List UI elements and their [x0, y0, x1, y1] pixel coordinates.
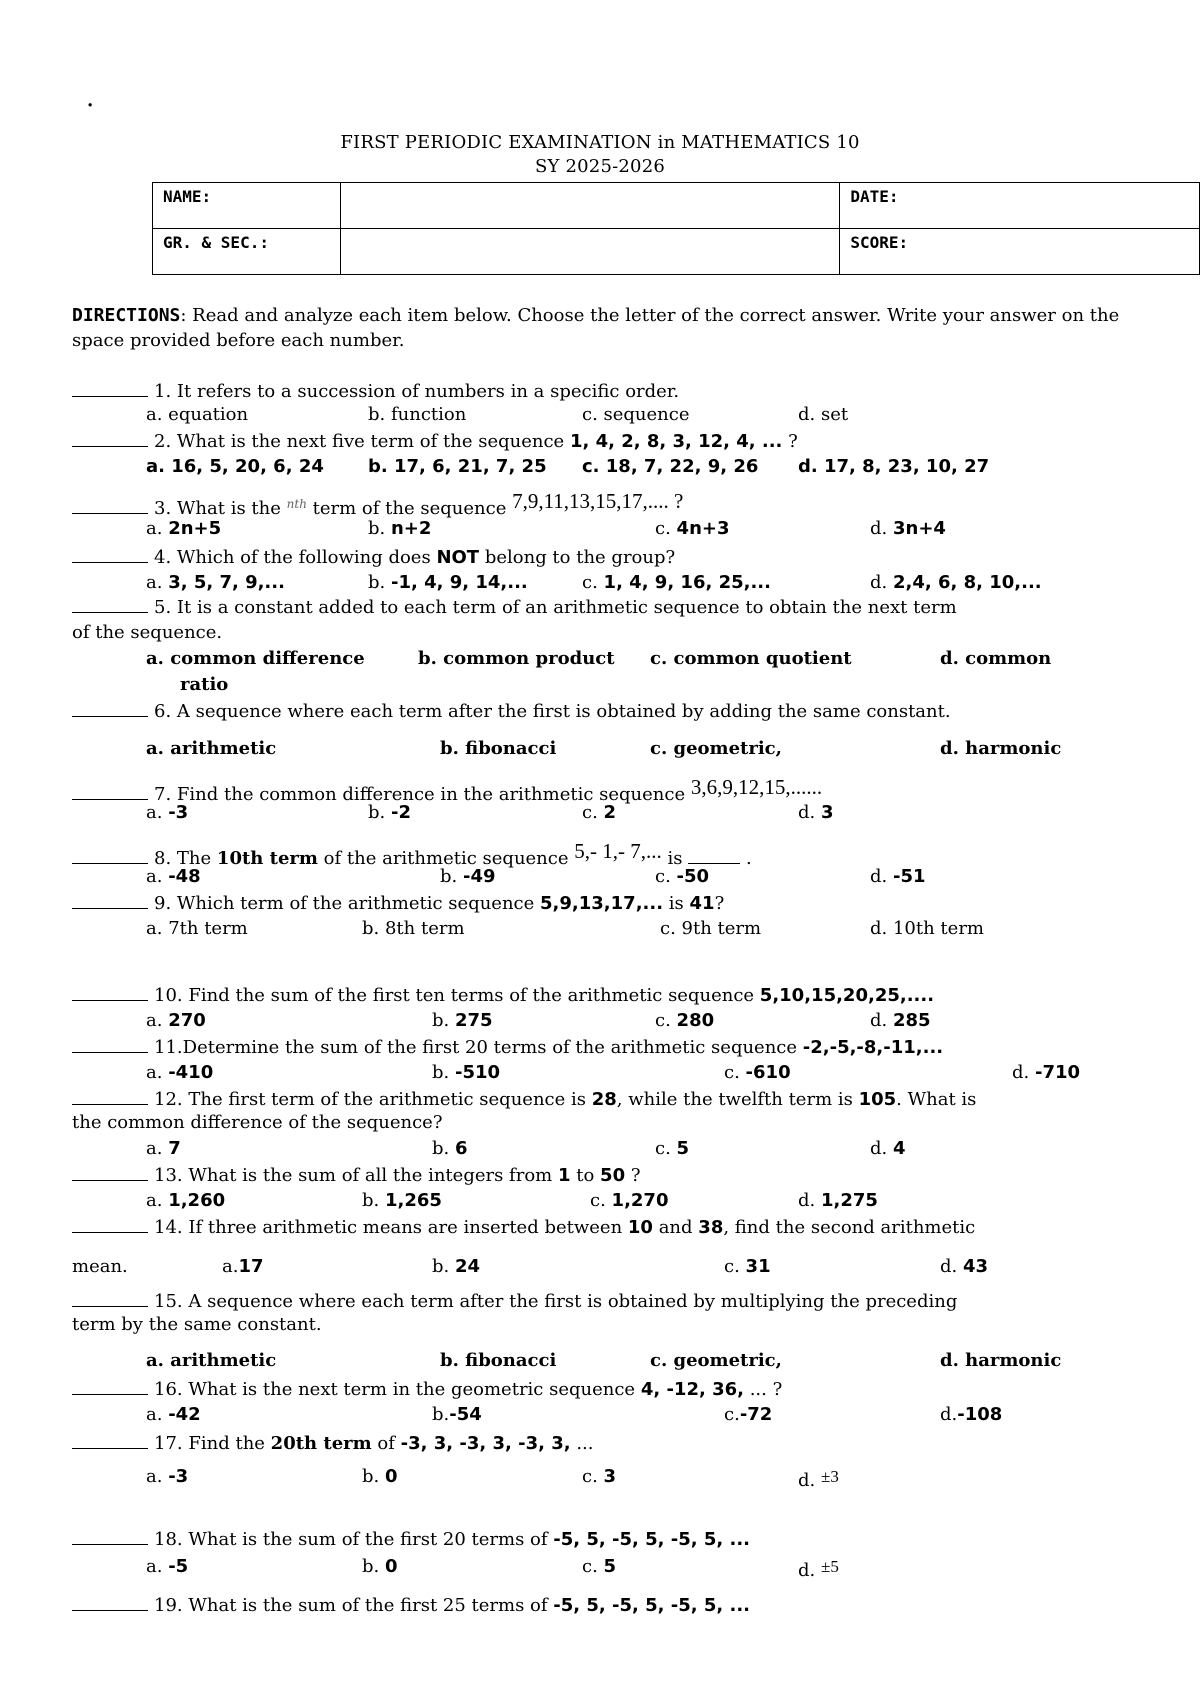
option-a: a. -42	[146, 1404, 201, 1425]
option-c: c.-72	[724, 1404, 773, 1425]
option-b: b. 8th term	[362, 918, 465, 939]
option-d: d. 3n+4	[870, 518, 946, 539]
answer-blank[interactable]	[72, 430, 148, 447]
option-c: c. common quotient	[650, 648, 852, 669]
option-b: b. 0	[362, 1556, 398, 1577]
answer-blank[interactable]	[72, 497, 148, 514]
question-18: 18. What is the sum of the first 20 terms of -5, 5, -5, 5, -5, 5, ...	[72, 1528, 750, 1551]
name-label: NAME:	[153, 183, 341, 229]
answer-blank[interactable]	[72, 596, 148, 613]
exam-title: FIRST PERIODIC EXAMINATION in MATHEMATICS 10	[340, 132, 860, 153]
date-label[interactable]: DATE:	[840, 183, 1200, 229]
answer-blank[interactable]	[72, 847, 148, 864]
question-9: 9. Which term of the arithmetic sequence 5,9,13,17,... is 41?	[72, 892, 724, 915]
grsec-label: GR. & SEC.:	[153, 229, 341, 275]
option-a: a. 1,260	[146, 1190, 226, 1211]
question-14-continued: mean.	[72, 1256, 128, 1277]
score-label[interactable]: SCORE:	[840, 229, 1200, 275]
option-b: b. function	[368, 404, 467, 425]
question-16: 16. What is the next term in the geometric sequence 4, -12, 36, ... ?	[72, 1378, 782, 1401]
option-d: d. harmonic	[940, 738, 1062, 759]
option-c: c. 1,270	[590, 1190, 669, 1211]
answer-blank[interactable]	[72, 1432, 148, 1449]
option-c: c. 18, 7, 22, 9, 26	[582, 456, 759, 477]
answer-blank[interactable]	[72, 892, 148, 909]
option-d: d. set	[798, 404, 849, 425]
option-b: b. fibonacci	[440, 1350, 557, 1371]
answer-blank[interactable]	[72, 783, 148, 800]
option-c: c. 9th term	[660, 918, 762, 939]
option-d: d. -51	[870, 866, 926, 887]
answer-blank[interactable]	[72, 380, 148, 397]
stray-dot: .	[86, 83, 95, 113]
option-b: b. -2	[368, 802, 411, 823]
option-a: a. -48	[146, 866, 201, 887]
nth-symbol: nth	[286, 497, 307, 511]
student-info-table	[152, 182, 1200, 275]
question-6: 6. A sequence where each term after the first is obtained by adding the same constant.	[72, 700, 951, 723]
option-b: b.-54	[432, 1404, 482, 1425]
answer-blank[interactable]	[72, 546, 148, 563]
question-4: 4. Which of the following does NOT belong to the group?	[72, 546, 675, 569]
question-13: 13. What is the sum of all the integers from 1 to 50 ?	[72, 1164, 641, 1187]
option-a: a. arithmetic	[146, 738, 277, 759]
answer-blank[interactable]	[72, 1164, 148, 1181]
answer-blank[interactable]	[72, 1036, 148, 1053]
option-b: b. 275	[432, 1010, 493, 1031]
option-b: b. -49	[440, 866, 496, 887]
option-a: a. arithmetic	[146, 1350, 277, 1371]
option-d-continued: ratio	[180, 674, 229, 695]
option-a: a. 2n+5	[146, 518, 222, 539]
school-year: SY 2025-2026	[534, 156, 666, 177]
option-d: d. 10th term	[870, 918, 984, 939]
option-d: d. ±3	[798, 1467, 839, 1491]
option-d: d. -710	[1012, 1062, 1081, 1083]
option-a: a. 7	[146, 1138, 181, 1159]
option-d: d. common	[940, 648, 1052, 669]
option-c: c. -610	[724, 1062, 791, 1083]
fill-blank[interactable]	[688, 847, 740, 864]
directions-text: : Read and analyze each item below. Choose the letter of the correct answer. Write your answer on the space provided before each number.	[72, 305, 1120, 351]
option-c: c. sequence	[582, 404, 690, 425]
question-1: 1. It refers to a succession of numbers in a specific order.	[72, 380, 679, 403]
question-7: 7. Find the common difference in the arithmetic sequence 3,6,9,12,15,......	[72, 776, 822, 806]
question-10: 10. Find the sum of the first ten terms of the arithmetic sequence 5,10,15,20,25,....	[72, 984, 934, 1007]
option-d: d. 2,4, 6, 8, 10,...	[870, 572, 1042, 593]
grsec-field[interactable]	[340, 229, 839, 275]
option-c: c. 5	[655, 1138, 690, 1159]
answer-blank[interactable]	[72, 1528, 148, 1545]
option-b: b. n+2	[368, 518, 432, 539]
option-a: a. -3	[146, 802, 189, 823]
answer-blank[interactable]	[72, 1378, 148, 1395]
option-b: b. 0	[362, 1466, 398, 1487]
option-b: b. 17, 6, 21, 7, 25	[368, 456, 547, 477]
question-19: 19. What is the sum of the first 25 terms of -5, 5, -5, 5, -5, 5, ...	[72, 1594, 750, 1617]
option-d: d. 285	[870, 1010, 931, 1031]
option-d: d. 4	[870, 1138, 906, 1159]
option-c: c. geometric,	[650, 738, 782, 759]
option-b: b. 6	[432, 1138, 468, 1159]
option-c: c. 2	[582, 802, 617, 823]
question-12: 12. The first term of the arithmetic sequence is 28, while the twelfth term is 105. What is	[72, 1088, 976, 1111]
question-15-continued: term by the same constant.	[72, 1314, 322, 1335]
directions-label: DIRECTIONS	[72, 305, 181, 326]
answer-blank[interactable]	[72, 1216, 148, 1233]
option-a: a. equation	[146, 404, 249, 425]
directions	[72, 303, 1142, 353]
option-d: d. 1,275	[798, 1190, 878, 1211]
option-a: a. 270	[146, 1010, 206, 1031]
answer-blank[interactable]	[72, 984, 148, 1001]
option-c: c. 5	[582, 1556, 617, 1577]
option-d: d. 17, 8, 23, 10, 27	[798, 456, 990, 477]
option-c: c. 280	[655, 1010, 715, 1031]
option-c: c. 1, 4, 9, 16, 25,...	[582, 572, 771, 593]
question-14: 14. If three arithmetic means are inserted between 10 and 38, find the second arithmetic	[72, 1216, 975, 1239]
option-a: a. common difference	[146, 648, 365, 669]
question-3: 3. What is the $^{nth}$ term of the sequence 7,9,11,13,15,17,.... ?	[72, 490, 683, 520]
option-c: c. 3	[582, 1466, 617, 1487]
option-d: d.-108	[940, 1404, 1003, 1425]
option-d: d. ±5	[798, 1557, 839, 1581]
question-5: 5. It is a constant added to each term of an arithmetic sequence to obtain the next term	[72, 596, 957, 619]
option-c: c. 4n+3	[655, 518, 730, 539]
option-b: b. 24	[432, 1256, 481, 1277]
option-b: b. -510	[432, 1062, 501, 1083]
question-8: 8. The 10th term of the arithmetic sequence 5,- 1,- 7,... is .	[72, 840, 752, 870]
name-field[interactable]	[340, 183, 839, 229]
question-5-continued: of the sequence.	[72, 622, 223, 643]
option-a: a. 7th term	[146, 918, 248, 939]
option-a: a.17	[222, 1256, 264, 1277]
option-b: b. -1, 4, 9, 14,...	[368, 572, 528, 593]
question-17: 17. Find the 20th term of -3, 3, -3, 3, -3, 3, ...	[72, 1432, 593, 1455]
option-d: d. 3	[798, 802, 834, 823]
option-a: a. -5	[146, 1556, 189, 1577]
option-a: a. 16, 5, 20, 6, 24	[146, 456, 324, 477]
question-12-continued: the common difference of the sequence?	[72, 1112, 443, 1133]
question-11: 11.Determine the sum of the first 20 terms of the arithmetic sequence -2,-5,-8,-11,...	[72, 1036, 943, 1059]
question-15: 15. A sequence where each term after the first is obtained by multiplying the preceding	[72, 1290, 957, 1313]
option-c: c. geometric,	[650, 1350, 782, 1371]
option-a: a. -410	[146, 1062, 214, 1083]
option-c: c. -50	[655, 866, 710, 887]
option-a: a. -3	[146, 1466, 189, 1487]
option-b: b. fibonacci	[440, 738, 557, 759]
answer-blank[interactable]	[72, 1594, 148, 1611]
answer-blank[interactable]	[72, 1088, 148, 1105]
option-a: a. 3, 5, 7, 9,...	[146, 572, 285, 593]
answer-blank[interactable]	[72, 1290, 148, 1307]
option-b: b. 1,265	[362, 1190, 442, 1211]
option-c: c. 31	[724, 1256, 771, 1277]
question-2: 2. What is the next five term of the sequence 1, 4, 2, 8, 3, 12, 4, ... ?	[72, 430, 798, 453]
option-d: d. harmonic	[940, 1350, 1062, 1371]
option-b: b. common product	[418, 648, 615, 669]
option-d: d. 43	[940, 1256, 989, 1277]
answer-blank[interactable]	[72, 700, 148, 717]
